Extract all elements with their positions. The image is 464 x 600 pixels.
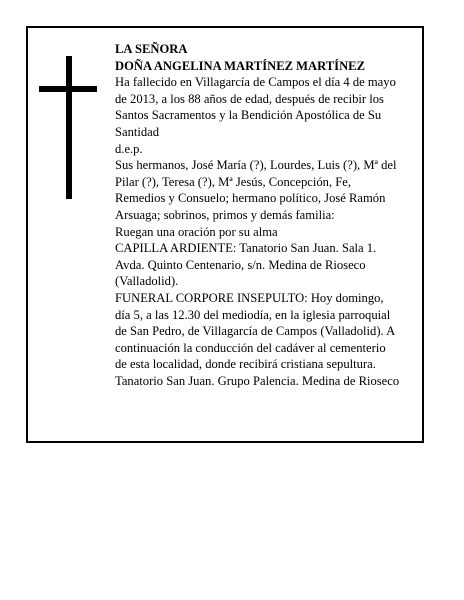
funeral-info: día 5, a las 12.30 del mediodía, en la iglesia parroquial: [115, 307, 391, 322]
body-line: Arsuaga; sobrinos, primos y demás familia:: [115, 207, 335, 222]
funeral-home: Tanatorio San Juan. Grupo Palencia. Medina de Rioseco: [115, 373, 400, 388]
funeral-info: FUNERAL CORPORE INSEPULTO: Hoy domingo,: [115, 290, 384, 305]
deceased-name: DOÑA ANGELINA MARTÍNEZ MARTÍNEZ: [115, 58, 365, 73]
funeral-info: de San Pedro, de Villagarcía de Campos (Valladolid). A: [115, 324, 396, 339]
cross-vertical-bar: [66, 56, 72, 199]
body-line: Sus hermanos, José María (?), Lourdes, Luis (?), Mª del: [115, 158, 397, 173]
prayer-request: Ruegan una oración por su alma: [115, 224, 278, 239]
chapel-info: CAPILLA ARDIENTE: Tanatorio San Juan. Sala 1.: [115, 241, 377, 256]
body-line: Pilar (?), Teresa (?), Mª Jesús, Concepción, Fe,: [115, 174, 351, 189]
chapel-info: (Valladolid).: [115, 274, 179, 289]
body-line: de 2013, a los 88 años de edad, después de recibir los: [115, 91, 384, 106]
notice-text: [115, 41, 421, 389]
notice-heading: LA SEÑORA: [115, 42, 188, 56]
funeral-info: continuación la conducción del cadáver al cementerio: [115, 340, 386, 355]
body-line: Ha fallecido en Villagarcía de Campos el día 4 de mayo: [115, 75, 396, 90]
chapel-info: Avda. Quinto Centenario, s/n. Medina de Rioseco: [115, 257, 366, 272]
funeral-info: de esta localidad, donde recibirá cristiana sepultura.: [115, 357, 376, 372]
obituary-notice: [26, 26, 424, 443]
body-line: Santidad: [115, 124, 160, 139]
rest-in-peace: d.e.p.: [115, 141, 143, 156]
body-line: Remedios y Consuelo; hermano político, José Ramón: [115, 191, 386, 206]
cross-horizontal-bar: [39, 86, 97, 92]
body-line: Santos Sacramentos y la Bendición Apostólica de Su: [115, 108, 382, 123]
